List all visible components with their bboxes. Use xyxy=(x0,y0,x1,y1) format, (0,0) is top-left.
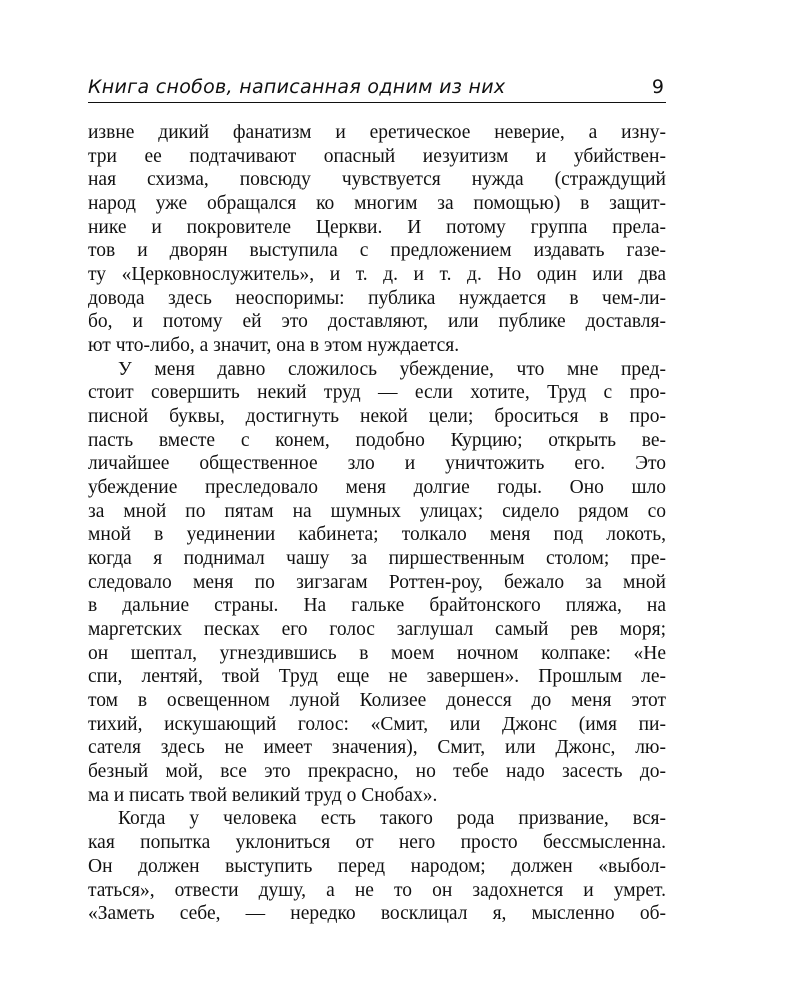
text-line: убеждение преследовало меня долгие годы. Оно шло xyxy=(88,477,666,499)
text-line: маргетских песках его голос заглушал самый рев моря; xyxy=(88,619,666,641)
text-line: кая попытка уклониться от него просто бессмысленна. xyxy=(88,832,666,854)
text-line: следовало меня по зигзагам Роттен-роу, бежало за мной xyxy=(88,571,666,593)
text-line: Он должен выступить перед народом; должен «выбол- xyxy=(88,855,666,877)
text-line: три ее подтачивают опасный иезуитизм и убийствен- xyxy=(88,145,666,167)
text-line: извне дикий фанатизм и еретическое неверие, а изну- xyxy=(88,122,666,143)
text-line: ют что-либо, а значит, она в этом нуждается. xyxy=(88,335,460,357)
text-line: довода здесь неоспоримы: публика нуждается в чем-ли- xyxy=(88,287,666,309)
text-line: стоит совершить некий труд — если хотите, Труд с про- xyxy=(88,382,666,404)
text-line: нике и покровителе Церкви. И потому группа прела- xyxy=(88,216,666,238)
text-line: мной в уединении кабинета; толкало меня под локоть, xyxy=(88,524,666,546)
text-line: он шептал, угнездившись в моем ночном колпаке: «Не xyxy=(88,642,666,664)
text-line: ная схизма, повсюду чувствуется нужда (страждущий xyxy=(88,169,666,191)
text-line: ту «Церковнослужитель», и т. д. и т. д. Но один или два xyxy=(88,264,666,286)
text-line: в дальние страны. На гальке брайтонского пляжа, на xyxy=(88,595,666,617)
text-line: тов и дворян выступила с предложением издавать газе- xyxy=(88,240,666,262)
text-line: том в освещенном луной Колизее донесся до меня этот xyxy=(88,690,666,712)
text-line: «Заметь себе, — нередко восклицал я, мысленно об- xyxy=(88,903,666,925)
text-line: тихий, искушающий голос: «Смит, или Джонс (имя пи- xyxy=(88,713,666,735)
running-header xyxy=(88,76,666,103)
text-line: народ уже обращался ко многим за помощью) в защит- xyxy=(88,193,666,215)
text-line: сателя здесь не имеет значения), Смит, или Джонс, лю- xyxy=(88,737,666,759)
text-line: за мной по пятам на шумных улицах; сидело рядом со xyxy=(88,500,666,522)
text-line: Когда у человека есть такого рода призвание, вся- xyxy=(118,808,666,830)
running-title: Книга снобов, написанная одним из них xyxy=(88,76,506,98)
text-line: У меня давно сложилось убеждение, что мне пред- xyxy=(118,358,666,380)
text-line: спи, лентяй, твой Труд еще не завершен». Прошлым ле- xyxy=(88,666,666,688)
text-line: личайшее общественное зло и уничтожить его. Это xyxy=(88,453,666,475)
text-line: писной буквы, достигнуть некой цели; броситься в про- xyxy=(88,406,666,428)
text-line: когда я поднимал чашу за пиршественным столом; пре- xyxy=(88,548,666,570)
text-line: безный мой, все это прекрасно, но тебе надо засесть до- xyxy=(88,761,666,783)
text-line: пасть вместе с конем, подобно Курцию; открыть ве- xyxy=(88,429,666,451)
text-line: бо, и потому ей это доставляют, или публике доставля- xyxy=(88,311,666,333)
text-line: таться», отвести душу, а не то он задохнется и умрет. xyxy=(88,879,666,901)
text-line: ма и писать твой великий труд о Снобах». xyxy=(88,784,438,806)
body-text xyxy=(88,121,666,926)
page-number: 9 xyxy=(651,76,664,98)
